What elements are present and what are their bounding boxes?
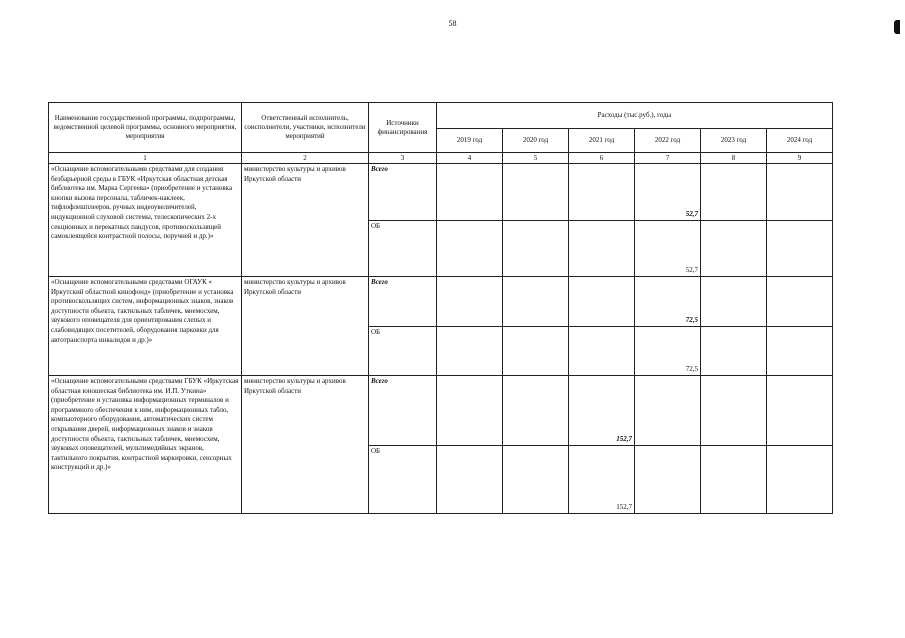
value-cell: 52,7 — [635, 221, 701, 277]
value-cell — [701, 327, 767, 376]
value-cell — [503, 277, 569, 327]
header-sources: Источники финансирования — [369, 103, 437, 153]
value-cell — [437, 164, 503, 221]
value-cell — [635, 446, 701, 514]
page-number: 58 — [448, 19, 457, 28]
column-number: 9 — [767, 153, 833, 164]
column-number: 2 — [242, 153, 369, 164]
value-cell — [437, 277, 503, 327]
header-year: 2020 год — [503, 129, 569, 153]
value-cell — [635, 376, 701, 446]
header-name: Наименование государственной программы, подпрограммы, ведомственной целевой программы, основного мероприятия, мероприятия — [49, 103, 242, 153]
value-cell — [701, 164, 767, 221]
header-year: 2019 год — [437, 129, 503, 153]
value-cell — [701, 277, 767, 327]
value-cell — [767, 164, 833, 221]
measure-responsible: министерство культуры и архивов Иркутской области — [242, 164, 369, 277]
scan-edge-mark — [894, 20, 900, 34]
header-year: 2021 год — [569, 129, 635, 153]
measure-name: «Оснащение вспомогательными средствами ОГАУК « Иркутский областной кинофонд» (приобретение и установка противоскользящих систем, информационных знаков, знаков доступности объекта, тактильных табличек, мнемосхем, звукового оповещателя для ориентирования слепых и слабовидящих посетителей, оборудования парковки для автотранспорта инвалидов и др.)» — [49, 277, 242, 376]
header-responsible: Ответственный исполнитель, соисполнители, участники, исполнители мероприятий — [242, 103, 369, 153]
source-total: Всего — [369, 376, 437, 446]
value-cell — [503, 446, 569, 514]
value-cell: 52,7 — [635, 164, 701, 221]
column-number: 8 — [701, 153, 767, 164]
measure-name: «Оснащение вспомогательными средствами ГБУК «Иркутская областная юношеская библиотека им. И.П. Уткина» (приобретение и установка информационных терминалов и программного обеспечения к ним, информационных табло, компьютерного оборудования, автоматических систем открывания дверей, информационных знаков и знаков доступности объекта, тактильных табличек, мнемосхем, звуковых оповещателей, мультимедийных экранов, тактильного покрытия, контрастной маркировки, сенсорных конструкций и др.)» — [49, 376, 242, 514]
value-cell: 152,7 — [569, 446, 635, 514]
value-cell: 72,5 — [635, 327, 701, 376]
measure-responsible: министерство культуры и архивов Иркутской области — [242, 376, 369, 514]
value-cell — [437, 221, 503, 277]
column-number: 1 — [49, 153, 242, 164]
value-cell — [767, 327, 833, 376]
header-year: 2024 год — [767, 129, 833, 153]
column-number: 3 — [369, 153, 437, 164]
value-cell — [569, 164, 635, 221]
value-cell — [767, 446, 833, 514]
column-number: 6 — [569, 153, 635, 164]
column-number: 7 — [635, 153, 701, 164]
value-cell — [767, 221, 833, 277]
source-total: Всего — [369, 277, 437, 327]
value-cell — [569, 221, 635, 277]
header-year: 2022 год — [635, 129, 701, 153]
expenses-table — [48, 102, 833, 514]
value-cell — [569, 327, 635, 376]
column-number: 4 — [437, 153, 503, 164]
value-cell — [503, 164, 569, 221]
value-cell — [437, 376, 503, 446]
value-cell — [503, 327, 569, 376]
value-cell: 72,5 — [635, 277, 701, 327]
source-ob: ОБ — [369, 221, 437, 277]
value-cell — [767, 376, 833, 446]
source-ob: ОБ — [369, 327, 437, 376]
header-expenses: Расходы (тыс.руб.), годы — [437, 103, 833, 129]
source-ob: ОБ — [369, 446, 437, 514]
value-cell — [701, 221, 767, 277]
source-total: Всего — [369, 164, 437, 221]
value-cell — [437, 327, 503, 376]
value-cell — [701, 446, 767, 514]
measure-name: «Оснащение вспомогательными средствами для создания безбарьерной среды в ГБУК «Иркутская областная детская библиотека им. Марка Сергеева» (приобретение и установка кнопки вызова персонала, табличек-наклеек, тифлофлешплееров, ручных видеоувеличителей, индукционной слуховой системы, телескопических 2-х секционных и перекатных пандусов, противоскользящей самоклеящейся контрастной полосы, поручней и др.)» — [49, 164, 242, 277]
column-number: 5 — [503, 153, 569, 164]
header-year: 2023 год — [701, 129, 767, 153]
value-cell — [437, 446, 503, 514]
value-cell: 152,7 — [569, 376, 635, 446]
value-cell — [569, 277, 635, 327]
measure-responsible: министерство культуры и архивов Иркутской области — [242, 277, 369, 376]
value-cell — [503, 376, 569, 446]
value-cell — [767, 277, 833, 327]
value-cell — [701, 376, 767, 446]
value-cell — [503, 221, 569, 277]
